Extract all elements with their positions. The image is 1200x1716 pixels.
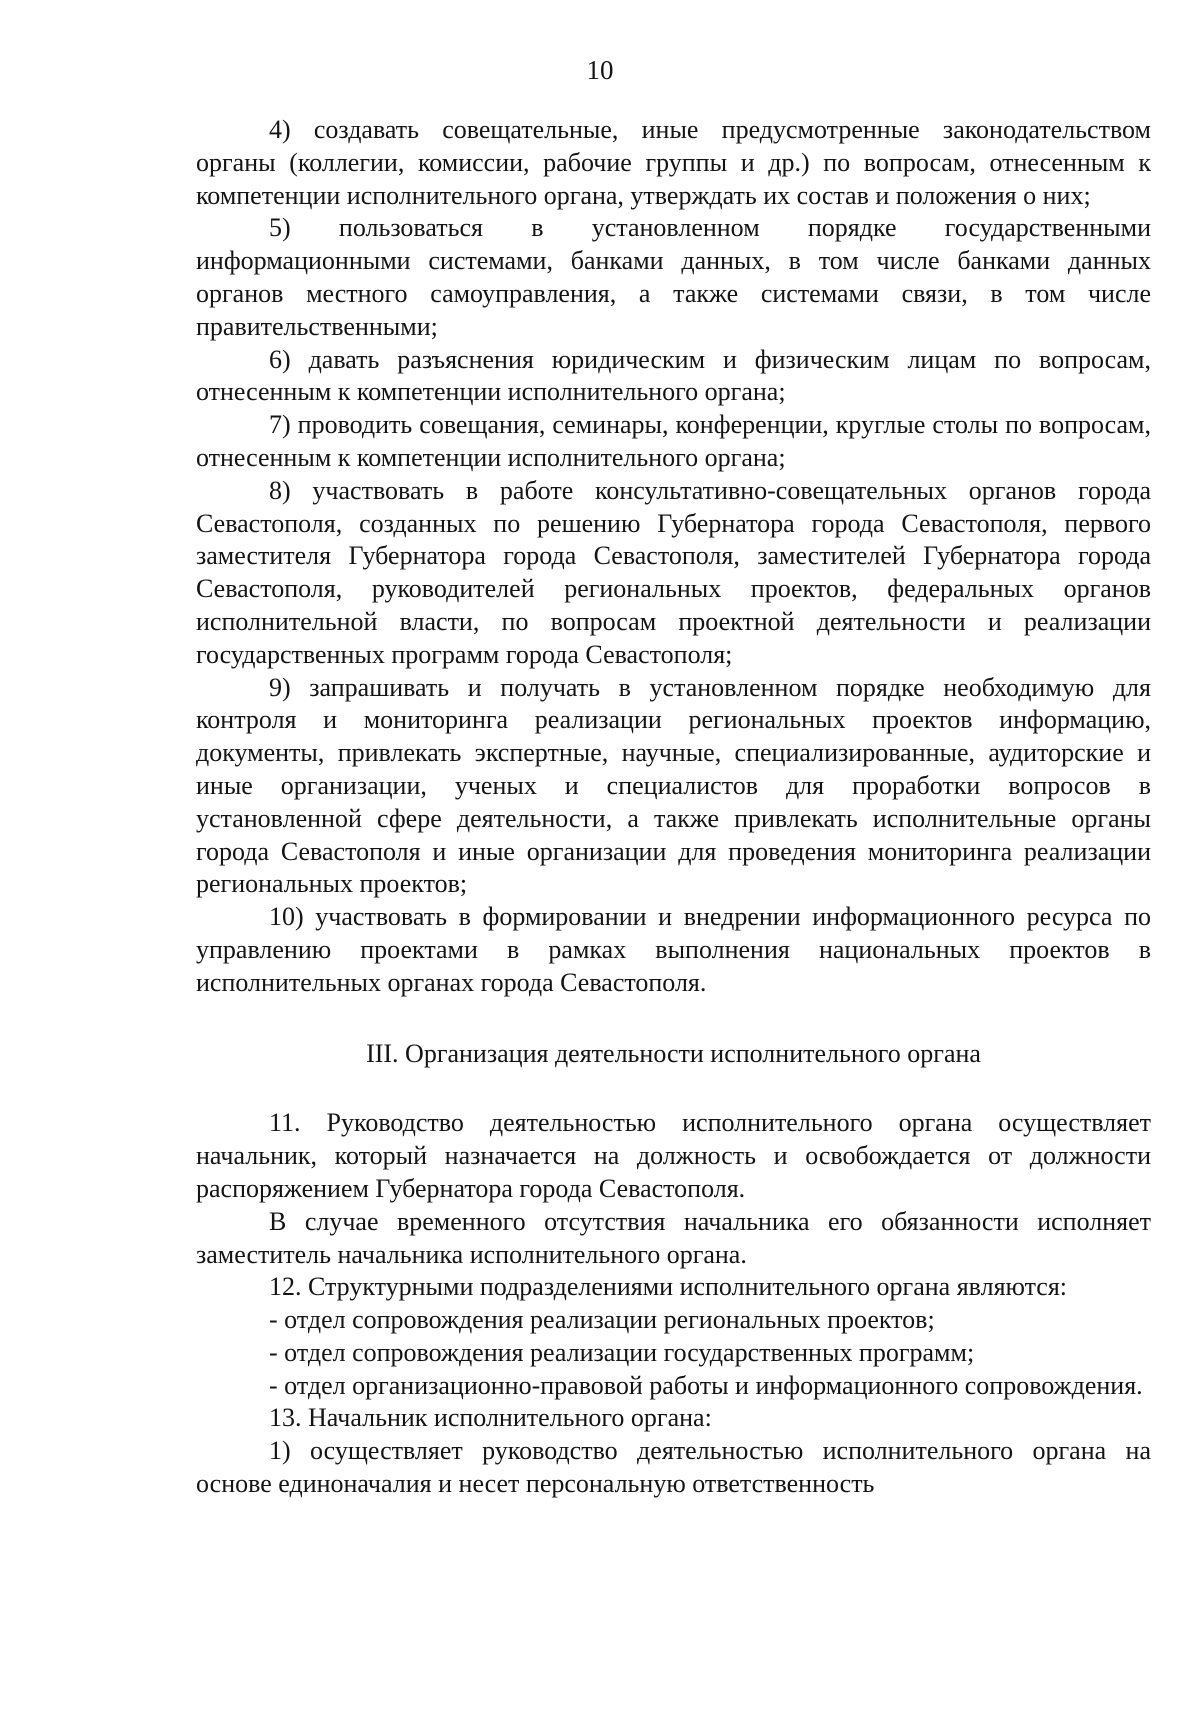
paragraph-deputy: В случае временного отсутствия начальника его обязанности исполняет заместитель начальника исполнительного органа. — [196, 1206, 1151, 1269]
paragraph-clause-13-item-1: 1) осуществляет руководство деятельностью исполнительного органа на основе единоначалия и несет персональную ответственность — [196, 1436, 1151, 1499]
document-body — [196, 114, 1151, 1501]
paragraph-item-7: 7) проводить совещания, семинары, конференции, круглые столы по вопросам, отнесенным к компетенции исполнительного органа; — [196, 410, 1151, 472]
paragraph-clause-13: 13. Начальник исполнительного органа: — [269, 1403, 712, 1433]
paragraph-clause-11: 11. Руководство деятельностью исполнительного органа осуществляет начальник, который назначается на должность и освобождается от должности распоряжением Губернатора города Севастополя. — [196, 1108, 1151, 1203]
division-legal-information: - отдел организационно-правовой работы и информационного сопровождения. — [269, 1370, 1143, 1400]
page-number: 10 — [586, 55, 614, 85]
paragraph-item-5: 5) пользоваться в установленном порядке государственными информационными системами, банками данных, в том числе банками данных органов местного самоуправления, а также системами связи, в том числе правительственными; — [196, 213, 1151, 341]
paragraph-clause-12: 12. Структурными подразделениями исполнительного органа являются: — [269, 1272, 1068, 1302]
paragraph-item-8: 8) участвовать в работе консультативно-совещательных органов города Севастополя, созданных по решению Губернатора города Севастополя, первого заместителя Губернатора города Севастополя, заместителей Губернатора города Севастополя, руководителей региональных проектов, федеральных органов исполнительной власти, по вопросам проектной деятельности и реализации государственных программ города Севастополя; — [196, 475, 1151, 669]
paragraph-item-6: 6) давать разъяснения юридическим и физическим лицам по вопросам, отнесенным к компетенции исполнительного органа; — [196, 344, 1151, 407]
section-heading: III. Организация деятельности исполнительного органа — [366, 1038, 981, 1068]
paragraph-item-10: 10) участвовать в формировании и внедрении информационного ресурса по управлению проектами в рамках выполнения национальных проектов в исполнительных органах города Севастополя. — [196, 902, 1151, 997]
paragraph-item-9: 9) запрашивать и получать в установленном порядке необходимую для контроля и мониторинга реализации региональных проектов информацию, документы, привлекать экспертные, научные, специализированные, аудиторские и иные организации, ученых и специалистов для проработки вопросов в установленной сфере деятельности, а также привлекать исполнительные органы города Севастополя и иные организации для проведения мониторинга реализации региональных проектов; — [196, 672, 1151, 899]
paragraph-item-4: 4) создавать совещательные, иные предусмотренные законодательством органы (коллегии, комиссии, рабочие группы и др.) по вопросам, отнесенным к компетенции исполнительного органа, утверждать их состав и положения о них; — [196, 115, 1151, 210]
division-regional-projects: - отдел сопровождения реализации региональных проектов; — [269, 1305, 935, 1335]
division-state-programs: - отдел сопровождения реализации государственных программ; — [269, 1337, 975, 1367]
